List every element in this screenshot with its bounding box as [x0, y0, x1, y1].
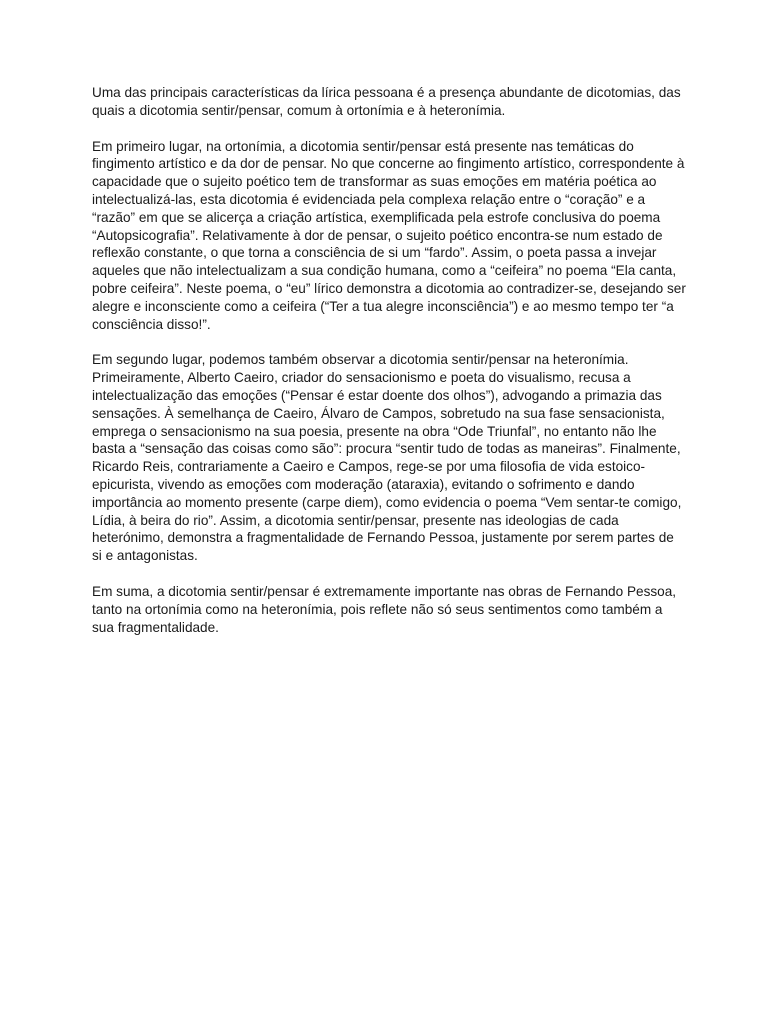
paragraph-conclusion: Em suma, a dicotomia sentir/pensar é extremamente importante nas obras de Fernando Pessoa, tanto na ortonímia como na heteronímia, pois reflete não só seus sentimentos como também a sua fragmentalidade.	[92, 583, 677, 635]
document-body	[92, 84, 686, 654]
paragraph-heteronymy: Em segundo lugar, podemos também observar a dicotomia sentir/pensar na heteronímia. Primeiramente, Alberto Caeiro, criador do sensacionismo e poeta do visualismo, recusa a intelectualização das emoções (“Pensar é estar doente dos olhos”), advogando a primazia das sensações. À semelhança de Caeiro, Álvaro de Campos, sobretudo na sua fase sensacionista, emprega o sensacionismo na sua poesia, presente na obra “Ode Triunfal”, no entanto não lhe basta a “sensação das coisas como são”: procura “sentir tudo de todas as maneiras”. Finalmente, Ricardo Reis, contrariamente a Caeiro e Campos, rege-se por uma filosofia de vida estoico-epicurista, vivendo as emoções com moderação (ataraxia), evitando o sofrimento e dando importância ao momento presente (carpe diem), como evidencia o poema “Vem sentar-te comigo, Lídia, à beira do rio”. Assim, a dicotomia sentir/pensar, presente nas ideologias de cada heterónimo, demonstra a fragmentalidade de Fernando Pessoa, justamente por serem partes de si e antagonistas.	[92, 352, 682, 564]
paragraph-introduction: Uma das principais características da lírica pessoana é a presença abundante de dicotomias, das quais a dicotomia sentir/pensar, comum à ortonímia e à heteronímia.	[92, 85, 681, 118]
paragraph-orthonymy: Em primeiro lugar, na ortonímia, a dicotomia sentir/pensar está presente nas temáticas do fingimento artístico e da dor de pensar. No que concerne ao fingimento artístico, correspondente à capacidade que o sujeito poético tem de transformar as suas emoções em matéria poética ao intelectualizá-las, esta dicotomia é evidenciada pela complexa relação entre o “coração” e a “razão” em que se alicerça a criação artística, exemplificada pela estrofe conclusiva do poema “Autopsicografia”. Relativamente à dor de pensar, o sujeito poético encontra-se num estado de reflexão constante, o que torna a consciência de si um “fardo”. Assim, o poeta passa a invejar aqueles que não intelectualizam a sua condição humana, como a “ceifeira” no poema “Ela canta, pobre ceifeira”. Neste poema, o “eu” lírico demonstra a dicotomia ao contradizer-se, desejando ser alegre e inconsciente como a ceifeira (“Ter a tua alegre inconsciência”) e ao mesmo tempo ter “a consciência disso!”.	[92, 138, 686, 332]
